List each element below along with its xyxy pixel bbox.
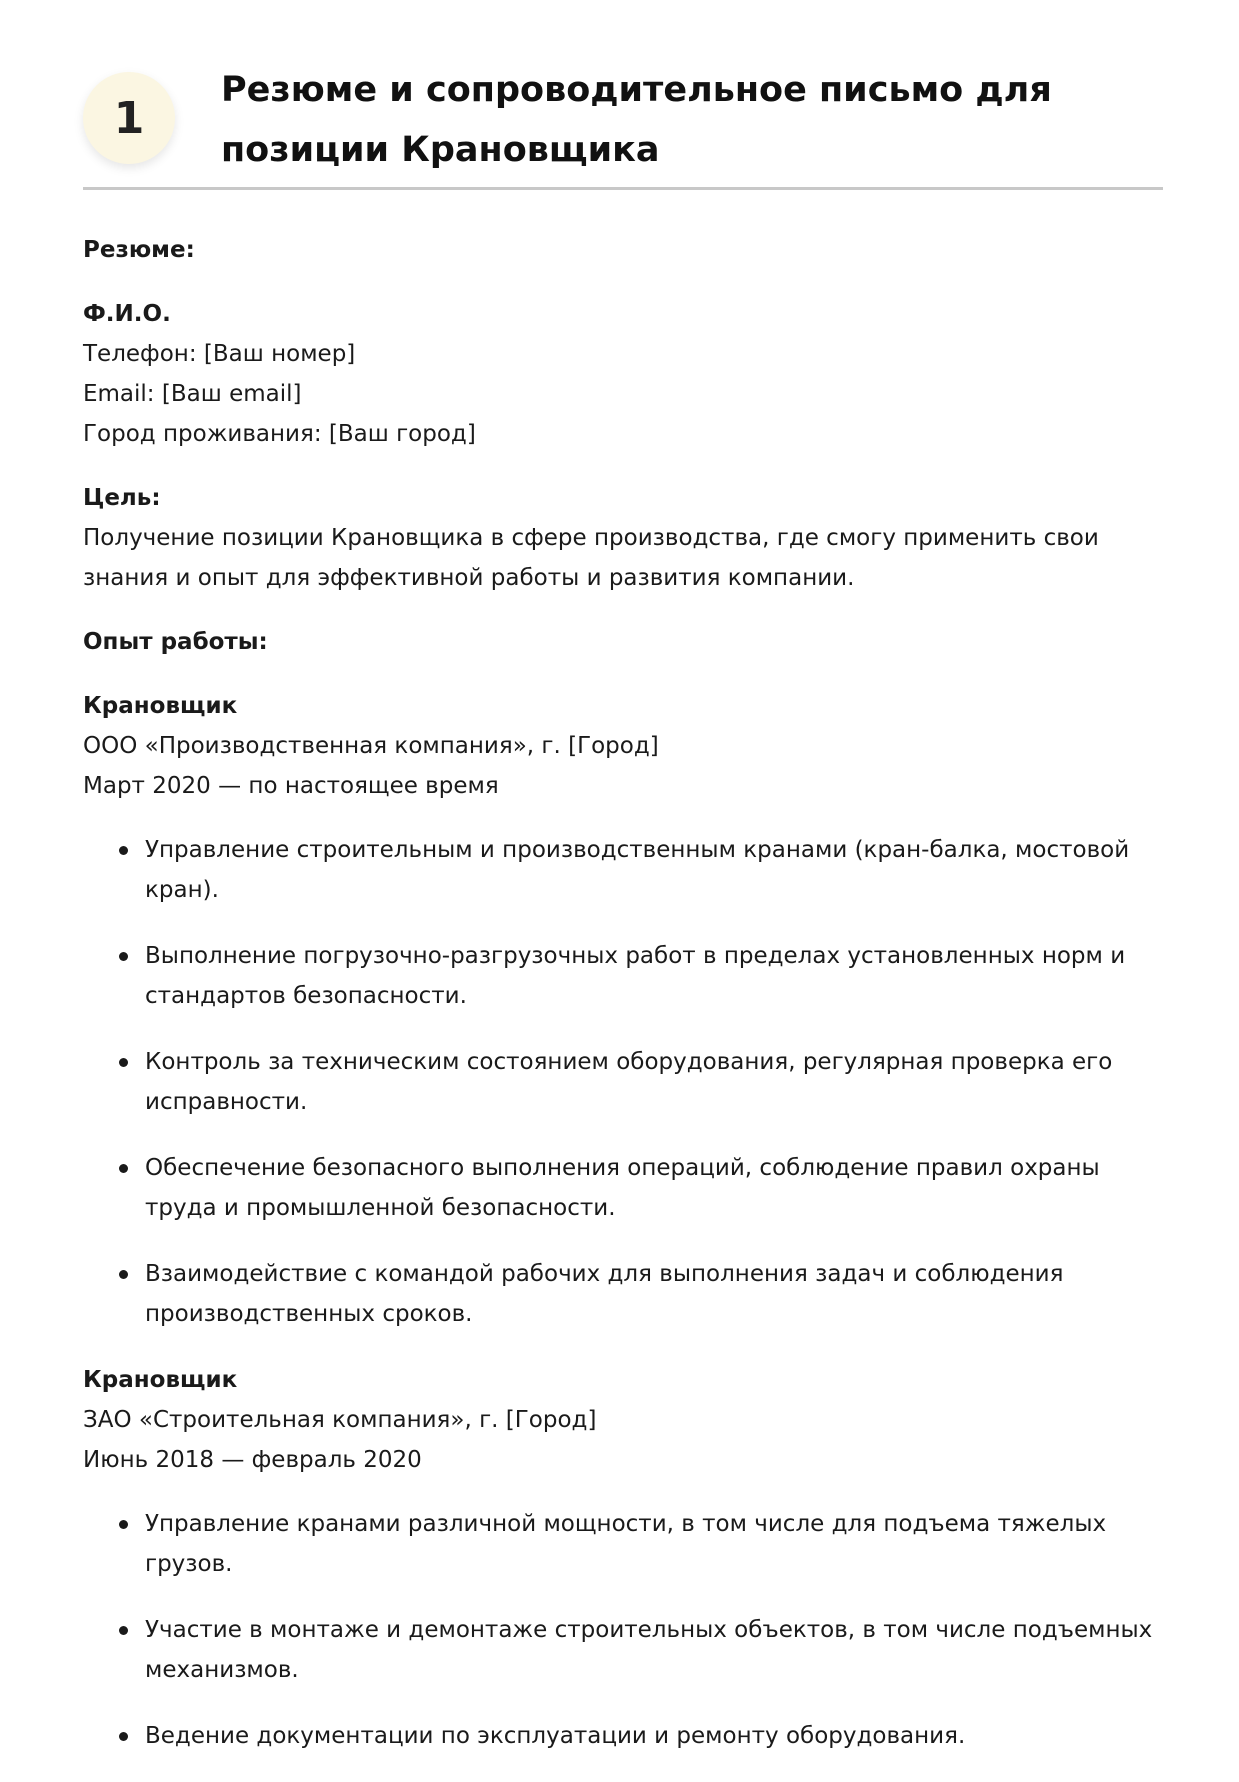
duty-item: Участие в монтаже и демонтаже строительных объектов, в том числе подъемных механизмов. [83, 1610, 1163, 1690]
duty-item: Выполнение погрузочно-разгрузочных работ в пределах установленных норм и стандартов безопасности. [83, 936, 1163, 1016]
duty-item: Управление кранами различной мощности, в том числе для подъема тяжелых грузов. [83, 1504, 1163, 1584]
job-company: ООО «Производственная компания», г. [Город] [83, 733, 659, 759]
goal-heading: Цель: [83, 485, 161, 511]
duty-item: Управление строительным и производственным кранами (кран-балка, мостовой кран). [83, 830, 1163, 910]
document-page [83, 0, 1163, 1782]
goal-text: Получение позиции Крановщика в сфере производства, где смогу применить свои знания и опыт для эффективной работы и развития компании. [83, 525, 1099, 591]
duty-item: Обеспечение безопасного выполнения операций, соблюдение правил охраны труда и промышленной безопасности. [83, 1148, 1163, 1228]
job-period: Июнь 2018 — февраль 2020 [83, 1447, 422, 1473]
job-title: Крановщик [83, 1367, 238, 1393]
job-duties-list [83, 830, 1163, 1334]
duty-item: Взаимодействие с командой рабочих для выполнения задач и соблюдения производственных сроков. [83, 1254, 1163, 1334]
city-line: Город проживания: [Ваш город] [83, 421, 476, 447]
duty-item: Ведение документации по эксплуатации и ремонту оборудования. [83, 1716, 1163, 1756]
experience-heading: Опыт работы: [83, 629, 268, 655]
email-line: Email: [Ваш email] [83, 381, 302, 407]
name-label: Ф.И.О. [83, 301, 171, 327]
job-company: ЗАО «Строительная компания», г. [Город] [83, 1407, 597, 1433]
job-duties-list [83, 1504, 1163, 1756]
job-entry [83, 1360, 1163, 1756]
contact-block [83, 294, 1163, 454]
job-period: Март 2020 — по настоящее время [83, 773, 499, 799]
document-content [83, 190, 1163, 1756]
goal-block [83, 478, 1163, 598]
job-title: Крановщик [83, 693, 238, 719]
document-header [83, 0, 1163, 190]
phone-line: Телефон: [Ваш номер] [83, 341, 356, 367]
duty-item: Контроль за техническим состоянием оборудования, регулярная проверка его исправности. [83, 1042, 1163, 1122]
section-number-badge: 1 [83, 72, 175, 164]
job-entry [83, 686, 1163, 1334]
resume-heading: Резюме: [83, 237, 195, 263]
document-title: Резюме и сопроводительное письмо для позиции Крановщика [221, 70, 1052, 170]
